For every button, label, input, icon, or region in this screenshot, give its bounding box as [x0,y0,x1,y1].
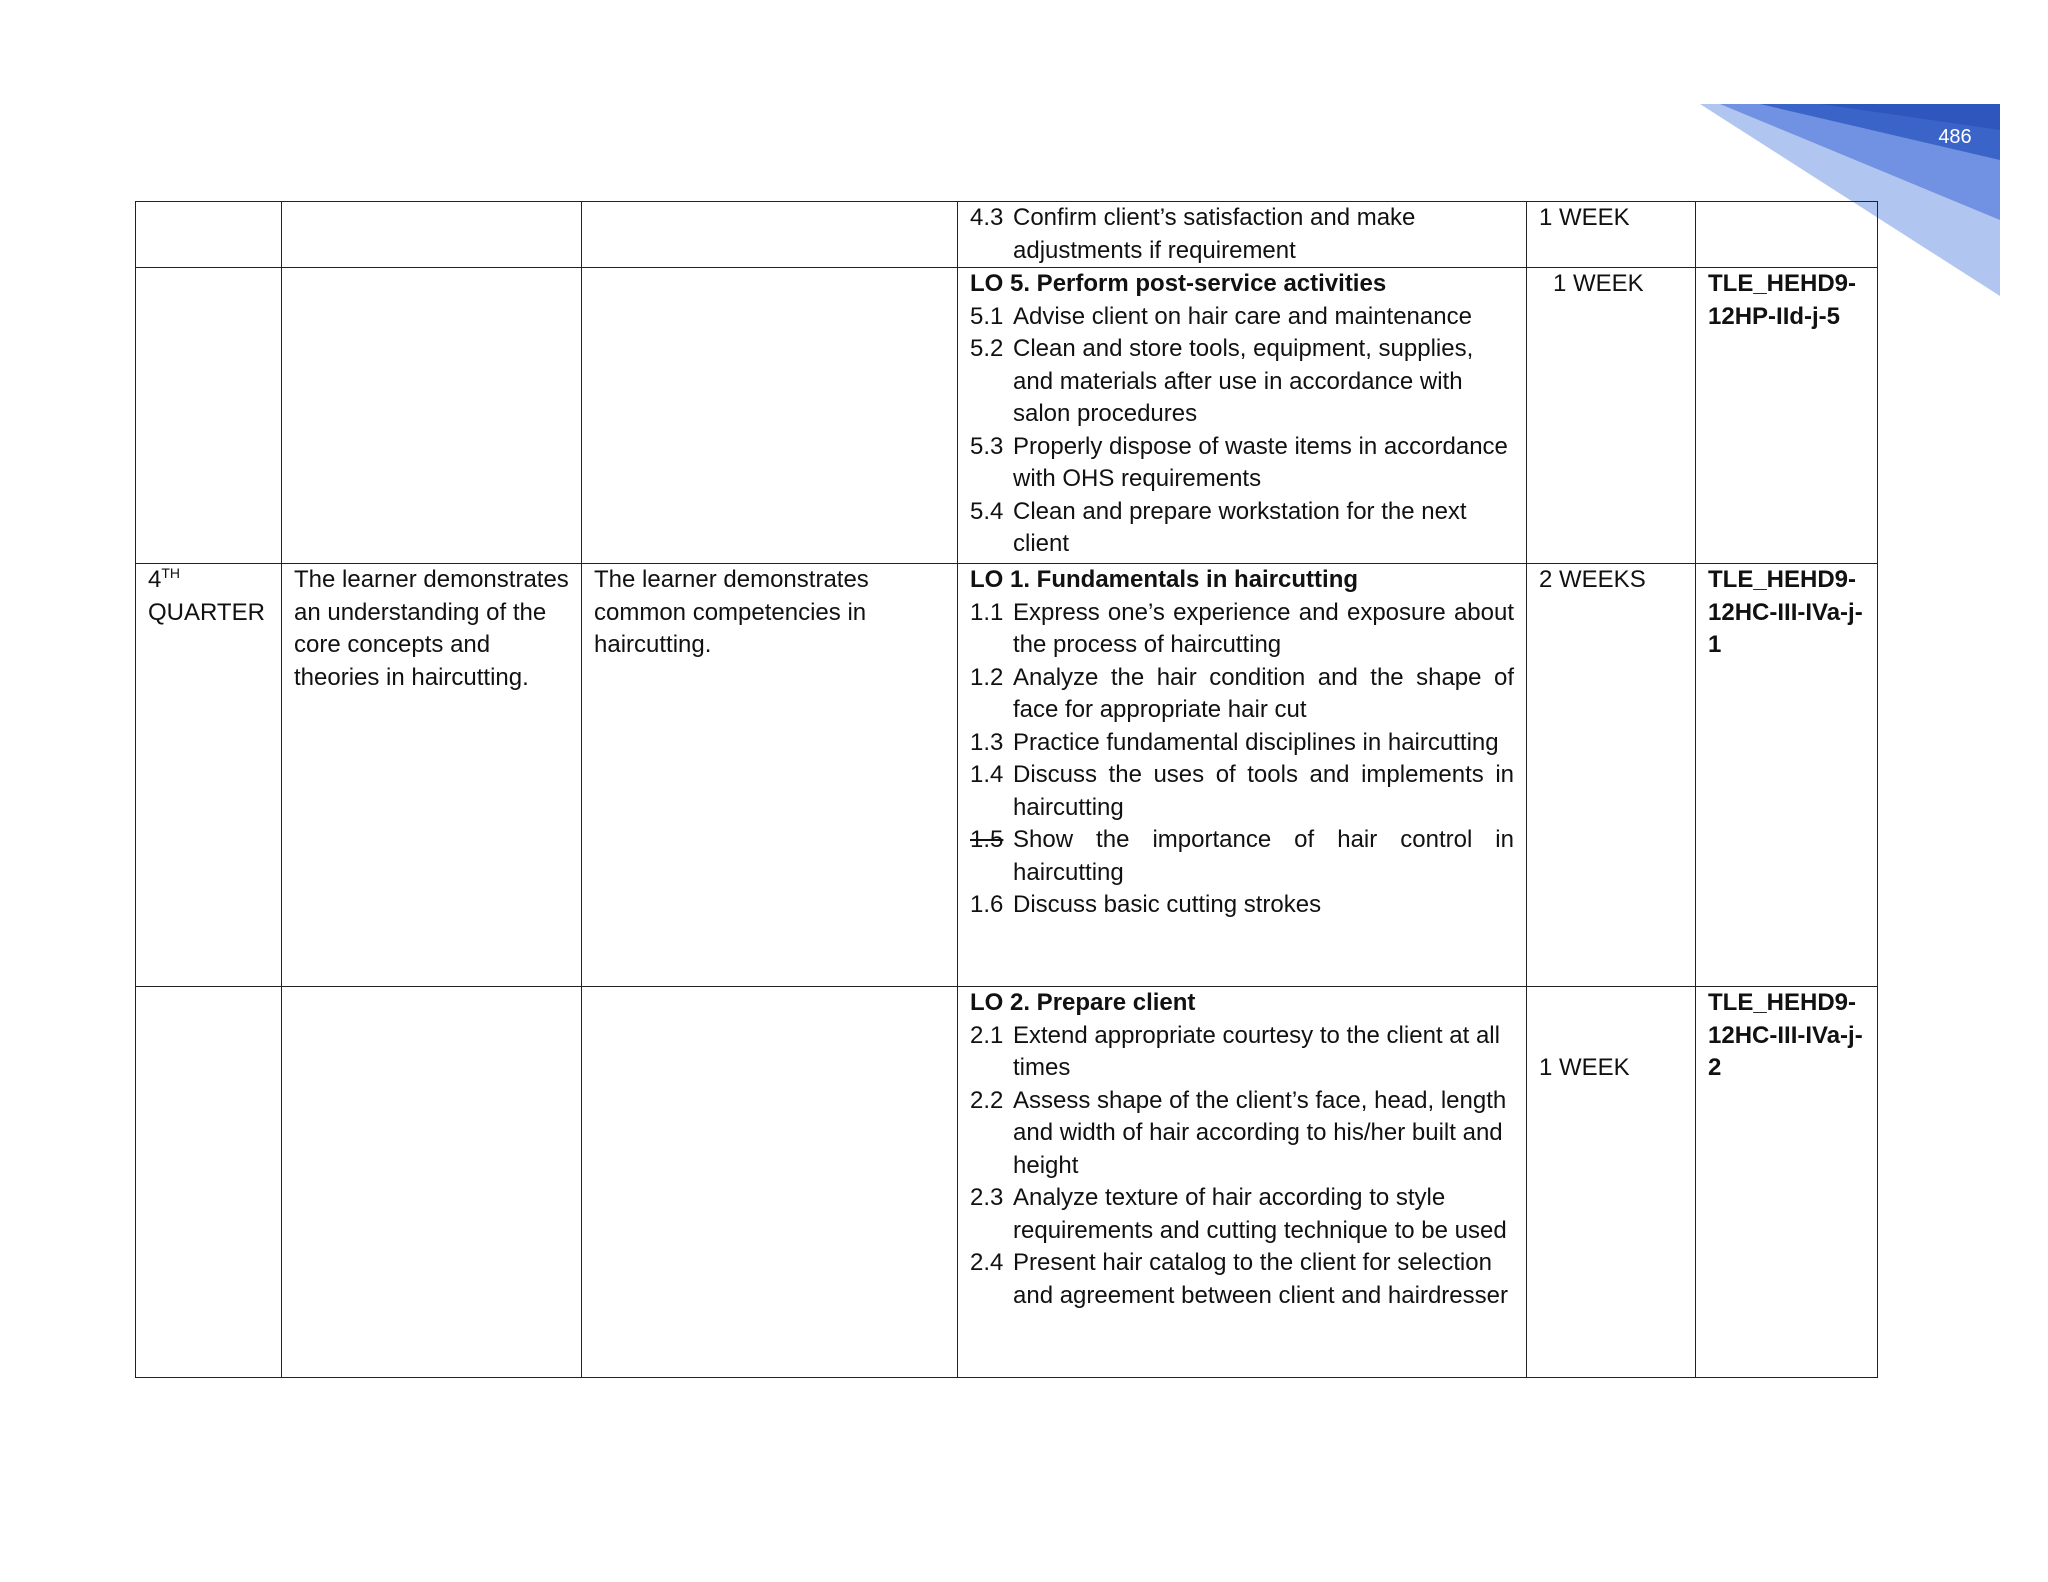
competency-text: Advise client on hair care and maintenance [1013,302,1472,330]
table-row [136,987,1878,1378]
code-cell [1696,202,1878,268]
competency-number: 5.1 [970,302,1004,330]
learning-outcome-title: LO 1. Fundamentals in haircutting [970,566,1359,593]
competency-item [970,662,1514,727]
competency-text: Assess shape of the client’s face, head, length and width of hair according to his/her built and height [1013,1086,1507,1179]
competency-number: 2.1 [970,1021,1004,1049]
learning-competency-cell [958,202,1527,268]
competency-text: Analyze the hair condition and the shape of face for appropriate hair cut [1013,663,1514,723]
quarter-cell [136,202,282,268]
duration-text: 1 WEEK [1539,204,1630,231]
content-standard-text: The learner demonstrates an understanding of the core concepts and theories in haircutting. [294,566,569,691]
competency-number: 1.6 [970,891,1004,918]
learning-code: TLE_HEHD9-12HC-III-IVa-j-1 [1708,566,1863,658]
duration-text: 1 WEEK [1553,270,1644,297]
competency-text: Express one’s experience and exposure about the process of haircutting [1013,598,1514,658]
quarter-number: 4 [148,566,162,593]
page-number: 486 [1938,126,1972,148]
quarter-cell [136,564,282,987]
competency-text: Discuss the uses of tools and implements in haircutting [1013,761,1514,821]
competency-text: Clean and store tools, equipment, supplies, and materials after use in accordance with salon procedures [1013,335,1474,427]
learning-competency-cell [958,268,1527,564]
duration-cell [1527,987,1696,1378]
competency-number: 5.4 [970,497,1004,525]
quarter-suffix: TH [161,565,181,581]
competency-item [970,1182,1514,1247]
competency-number: 1.1 [970,598,1004,626]
quarter-cell [136,268,282,564]
competency-number: 2.3 [970,1184,1004,1211]
competency-number: 1.4 [970,761,1004,788]
competency-item [970,824,1514,889]
performance-standard-text: The learner demonstrates common competencies in haircutting. [594,566,869,658]
competency-text: Analyze texture of hair according to style requirements and cutting technique to be used [1013,1184,1507,1244]
competency-number: 1.5 [970,826,1004,853]
code-cell [1696,987,1878,1378]
duration-cell [1527,268,1696,564]
learning-outcome-title: LO 2. Prepare client [970,989,1196,1016]
learning-code: TLE_HEHD9-12HP-IId-j-5 [1708,270,1857,330]
code-cell [1696,268,1878,564]
competency-text: Confirm client’s satisfaction and make adjustments if requirement [1013,204,1416,264]
duration-text: 1 WEEK [1539,1054,1630,1081]
content-standard-cell [282,268,582,564]
competency-item [970,496,1514,561]
learning-outcome-title: LO 5. Perform post-service activities [970,270,1387,297]
competency-number: 1.3 [970,728,1004,756]
learning-code: TLE_HEHD9-12HC-III-IVa-j-2 [1708,989,1863,1081]
duration-text: 2 WEEKS [1539,566,1646,593]
table-row [136,202,1878,268]
competency-number: 5.2 [970,335,1004,362]
duration-cell [1527,564,1696,987]
performance-standard-cell [582,564,958,987]
competency-text: Clean and prepare workstation for the next client [1013,497,1467,557]
competency-text: Discuss basic cutting strokes [1013,891,1322,918]
competency-item [970,301,1514,334]
competency-item [970,1085,1514,1183]
competency-text: Present hair catalog to the client for selection and agreement between client and hairdresser [1013,1249,1508,1309]
competency-text: Properly dispose of waste items in accordance with OHS requirements [1013,432,1508,492]
competency-item [970,759,1514,824]
content-standard-cell [282,202,582,268]
competency-item [970,202,1514,267]
competency-number: 4.3 [970,204,1004,231]
table-row [136,268,1878,564]
performance-standard-cell [582,987,958,1378]
competency-item [970,431,1514,496]
table-row [136,564,1878,987]
competency-number: 2.2 [970,1086,1004,1114]
quarter-cell [136,987,282,1378]
competency-item [970,727,1514,760]
competency-text: Show the importance of hair control in haircutting [1013,826,1514,886]
quarter-word: QUARTER [148,598,265,626]
curriculum-guide-table [135,201,1878,1378]
performance-standard-cell [582,268,958,564]
competency-number: 1.2 [970,663,1004,691]
duration-cell [1527,202,1696,268]
competency-item [970,1247,1514,1312]
competency-number: 2.4 [970,1249,1004,1276]
performance-standard-cell [582,202,958,268]
competency-text: Extend appropriate courtesy to the client at all times [1013,1021,1500,1081]
content-standard-cell [282,564,582,987]
competency-item [970,889,1514,922]
learning-competency-cell [958,987,1527,1378]
competency-item [970,597,1514,662]
quarter-label [148,564,269,597]
competency-item [970,1020,1514,1085]
content-standard-cell [282,987,582,1378]
competency-number: 5.3 [970,432,1004,460]
competency-text: Practice fundamental disciplines in haircutting [1013,728,1499,756]
learning-competency-cell [958,564,1527,987]
code-cell [1696,564,1878,987]
competency-item [970,333,1514,431]
